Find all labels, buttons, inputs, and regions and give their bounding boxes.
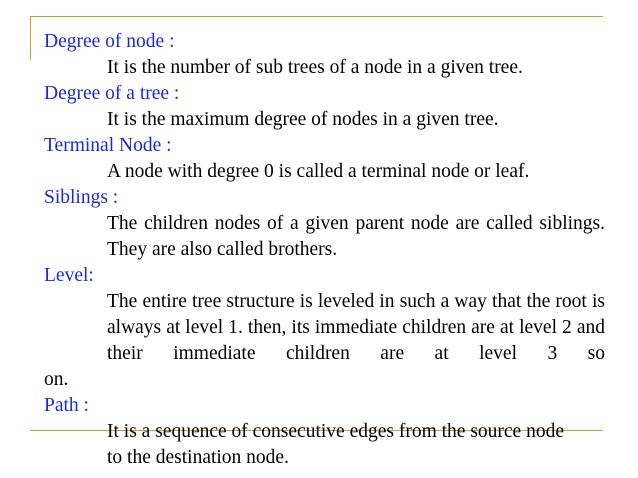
- definition-siblings: The children nodes of a given parent node are called siblings. They are also called brothers.: [107, 213, 605, 260]
- definition-degree-of-tree: It is the maximum degree of nodes in a given tree.: [107, 109, 499, 130]
- term-path: Path :: [44, 395, 89, 416]
- term-terminal-node: Terminal Node :: [44, 135, 172, 156]
- term-level: Level:: [44, 265, 94, 286]
- slide-content: [0, 29, 638, 471]
- definition-level: The entire tree structure is leveled in such a way that the root is always at level 1. then, its immediate children are at level 2 and their immediate children are at level 3 so: [107, 291, 605, 364]
- top-decorative-rule: [30, 16, 603, 17]
- definition-degree-of-node: It is the number of sub trees of a node in a given tree.: [107, 57, 523, 78]
- definition-level-continuation: on.: [44, 369, 69, 390]
- term-siblings: Siblings :: [44, 187, 119, 208]
- definition-terminal-node: A node with degree 0 is called a terminal node or leaf.: [107, 161, 530, 182]
- definition-path-line-2: to the destination node.: [107, 447, 289, 468]
- term-degree-of-tree: Degree of a tree :: [44, 83, 180, 104]
- definition-path-line-1: It is a sequence of consecutive edges from the source node: [107, 421, 564, 442]
- term-degree-of-node: Degree of node :: [44, 31, 175, 52]
